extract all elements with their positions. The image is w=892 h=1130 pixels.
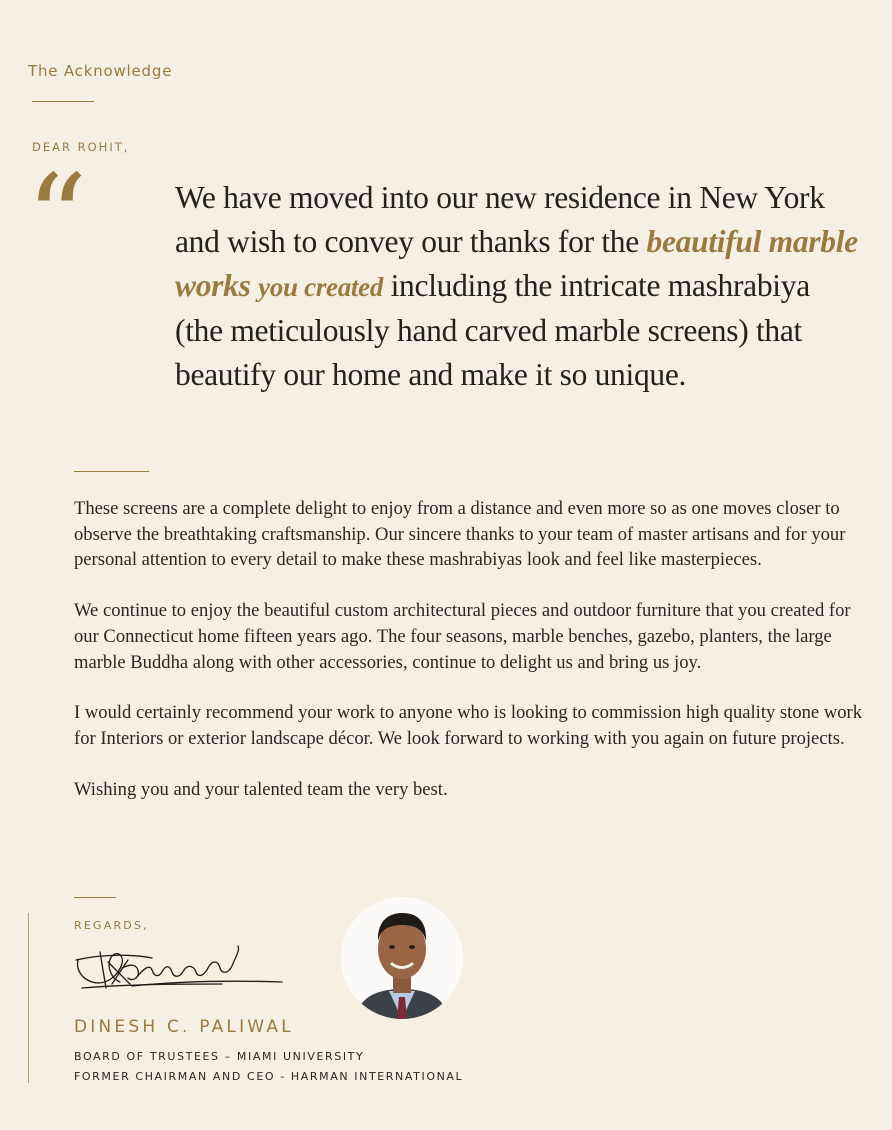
- quote-highlight-tail: you created: [258, 272, 384, 302]
- regards-label: REGARDS,: [74, 919, 149, 932]
- pull-quote: [175, 176, 865, 397]
- quote-lead: We have moved into our new residence in New York and wish to convey our thanks for the: [175, 180, 825, 259]
- letter-body: [74, 496, 864, 827]
- left-double-quote-icon: “: [26, 150, 88, 289]
- divider: [74, 471, 149, 472]
- signature: [72, 938, 287, 996]
- divider: [74, 897, 116, 898]
- paragraph: These screens are a complete delight to enjoy from a distance and even more so as one moves closer to observe the breathtaking craftsmanship. Our sincere thanks to your team of master artisans and for your personal attention to every detail to make these mashrabiyas look and feel like masterpieces.: [74, 498, 846, 571]
- signatory-role: FORMER CHAIRMAN AND CEO - HARMAN INTERNATIONAL: [74, 1070, 464, 1083]
- avatar: [341, 897, 463, 1019]
- divider: [32, 101, 94, 102]
- signatory-name: DINESH C. PALIWAL: [74, 1017, 294, 1037]
- paragraph: I would certainly recommend your work to anyone who is looking to commission high quality stone work for Interiors or exterior landscape décor. We look forward to working with you again on future projects.: [74, 702, 863, 749]
- paragraph: We continue to enjoy the beautiful custom architectural pieces and outdoor furniture that you created for our Connecticut home fifteen years ago. The four seasons, marble benches, gazebo, planters, the large marble Buddha along with other accessories, continue to delight us and bring us joy.: [74, 600, 851, 673]
- page-title: The Acknowledge: [28, 62, 173, 80]
- quote-rest: including the intricate mashrabiya (the meticulously hand carved marble screens) that beautify our home and make it so unique.: [175, 268, 810, 392]
- paragraph: Wishing you and your talented team the very best.: [74, 778, 448, 800]
- signatory-role: BOARD OF TRUSTEES – MIAMI UNIVERSITY: [74, 1050, 365, 1063]
- salutation: DEAR ROHIT,: [32, 140, 130, 154]
- vertical-rule: [28, 913, 29, 1083]
- quote-highlight-main: beautiful marble works: [175, 224, 858, 303]
